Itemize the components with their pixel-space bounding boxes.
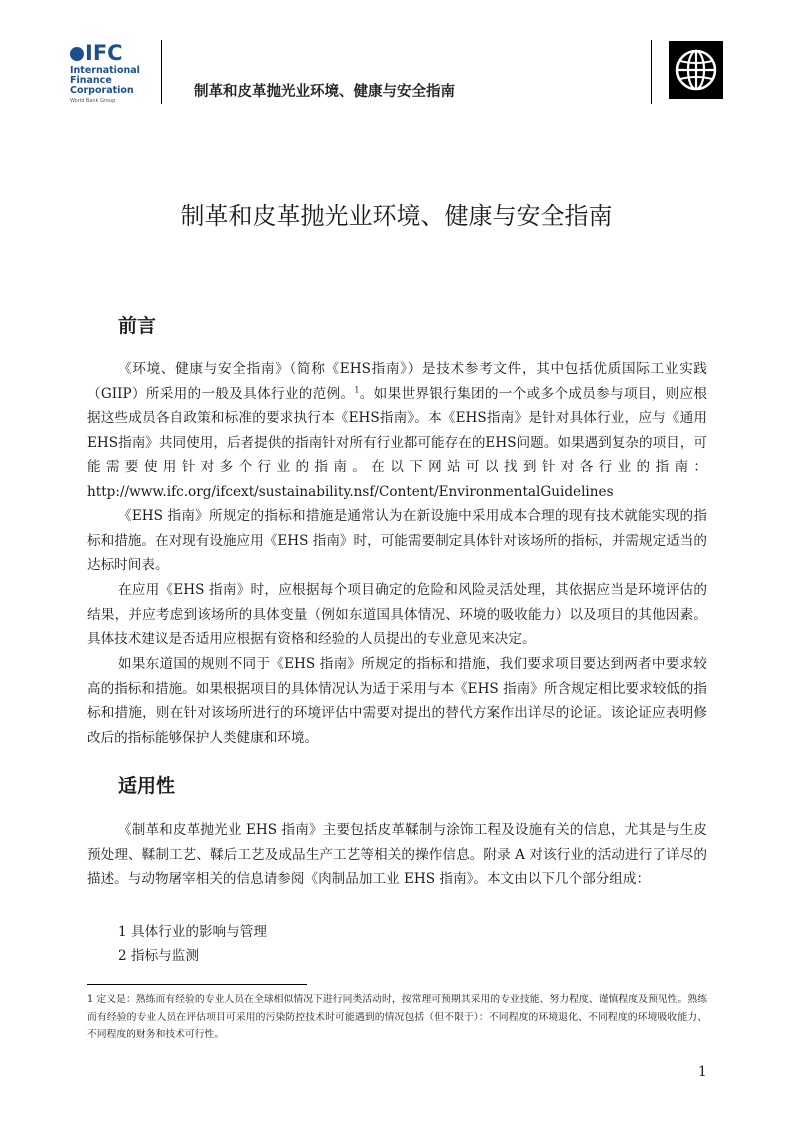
ifc-logo-group: World Bank Group bbox=[70, 98, 116, 104]
footnote-ref[interactable]: 1 bbox=[354, 385, 360, 395]
document-title: 制革和皮革抛光业环境、健康与安全指南 bbox=[180, 202, 613, 230]
ifc-logo-line: Corporation bbox=[70, 85, 134, 96]
page-number: 1 bbox=[698, 1064, 707, 1080]
list-item: 2 指标与监测 bbox=[118, 948, 199, 964]
paragraph: 《环境、健康与安全指南》（简称《EHS指南》）是技术参考文件，其中包括优质国际工业实践（GIIP）所采用的一般及具体行业的范例。$^1$。如果世界银行集团的一个或多个成员参与项目，则应根据这些成员各自政策和标准的要求执行本《EHS指南》。本《EHS指南》是针对具体行业，应与《通用EHS指南》共同使用，后者提供的指南针对所有行业都可能存在的EHS问题。如果遇到复杂的项目，可能需要使用针对多个行业的指南。在以下网站可以找到针对各行业的指南：http://www.ifc.org/ifcext/sustainability.nsf/Content/EnvironmentalGuidelines bbox=[87, 361, 707, 500]
header-divider-left bbox=[161, 40, 162, 104]
paragraph: 在应用《EHS 指南》时，应根据每个项目确定的危险和风险灵活处理，其依据应当是环境评估的结果，并应考虑到该场所的具体变量（例如东道国具体情况、环境的吸收能力）以及项目的其他因素。具体技术建议是否适用应根据有资格和经验的人员提出的专业意见来决定。 bbox=[87, 582, 707, 648]
ifc-logo-mark: IFC bbox=[70, 42, 123, 64]
page-header bbox=[0, 0, 793, 110]
paragraph: 如果东道国的规则不同于《EHS 指南》所规定的指标和措施，我们要求项目要达到两者中要求较高的指标和措施。如果根据项目的具体情况认为适于采用与本《EHS 指南》所含规定相比要求较低的指标和措施，则在针对该场所进行的环境评估中需要对提出的替代方案作出详尽的论证。该论证应表明修改后的指标能够保护人类健康和环境。 bbox=[87, 656, 707, 746]
paragraph: 《EHS 指南》所规定的指标和措施是通常认为在新设施中采用成本合理的现有技术就能实现的指标和措施。在对现有设施应用《EHS 指南》时，可能需要制定具体针对该场所的指标，并需规定适当的达标时间表。 bbox=[87, 508, 707, 574]
ifc-logo-line: International bbox=[70, 65, 140, 76]
ifc-logo bbox=[70, 42, 146, 104]
ifc-logo-line: Finance bbox=[70, 75, 112, 86]
section-heading-preface: 前言 bbox=[118, 315, 157, 337]
running-title: 制革和皮革抛光业环境、健康与安全指南 bbox=[194, 84, 455, 100]
footnote: 1 定义是：熟练而有经验的专业人员在全球相似情况下进行同类活动时，按常理可预期其采用的专业技能、努力程度、谨慎程度及预见性。熟练而有经验的专业人员在评估项目可采用的污染防控技术时可能遇到的情况包括（但不限于）：不同程度的环境退化、不同程度的环境吸收能力、不同程度的财务和技术可行性。 bbox=[87, 994, 707, 1040]
footnote-divider bbox=[87, 984, 307, 985]
header-divider-right bbox=[651, 40, 652, 104]
globe-icon bbox=[674, 48, 718, 92]
list-item: 1 具体行业的影响与管理 bbox=[118, 924, 267, 940]
section-heading-applicability: 适用性 bbox=[118, 775, 176, 797]
ifc-globe-icon bbox=[70, 47, 84, 61]
world-bank-logo bbox=[669, 41, 723, 99]
paragraph: 《制革和皮革抛光业 EHS 指南》主要包括皮革鞣制与涂饰工程及设施有关的信息，尤其是与生皮预处理、鞣制工艺、鞣后工艺及成品生产工艺等相关的操作信息。附录 A 对该行业的活动进行了详尽的描述。与动物屠宰相关的信息请参阅《肉制品加工业 EHS 指南》。本文由以下几个部分组成： bbox=[87, 822, 707, 888]
